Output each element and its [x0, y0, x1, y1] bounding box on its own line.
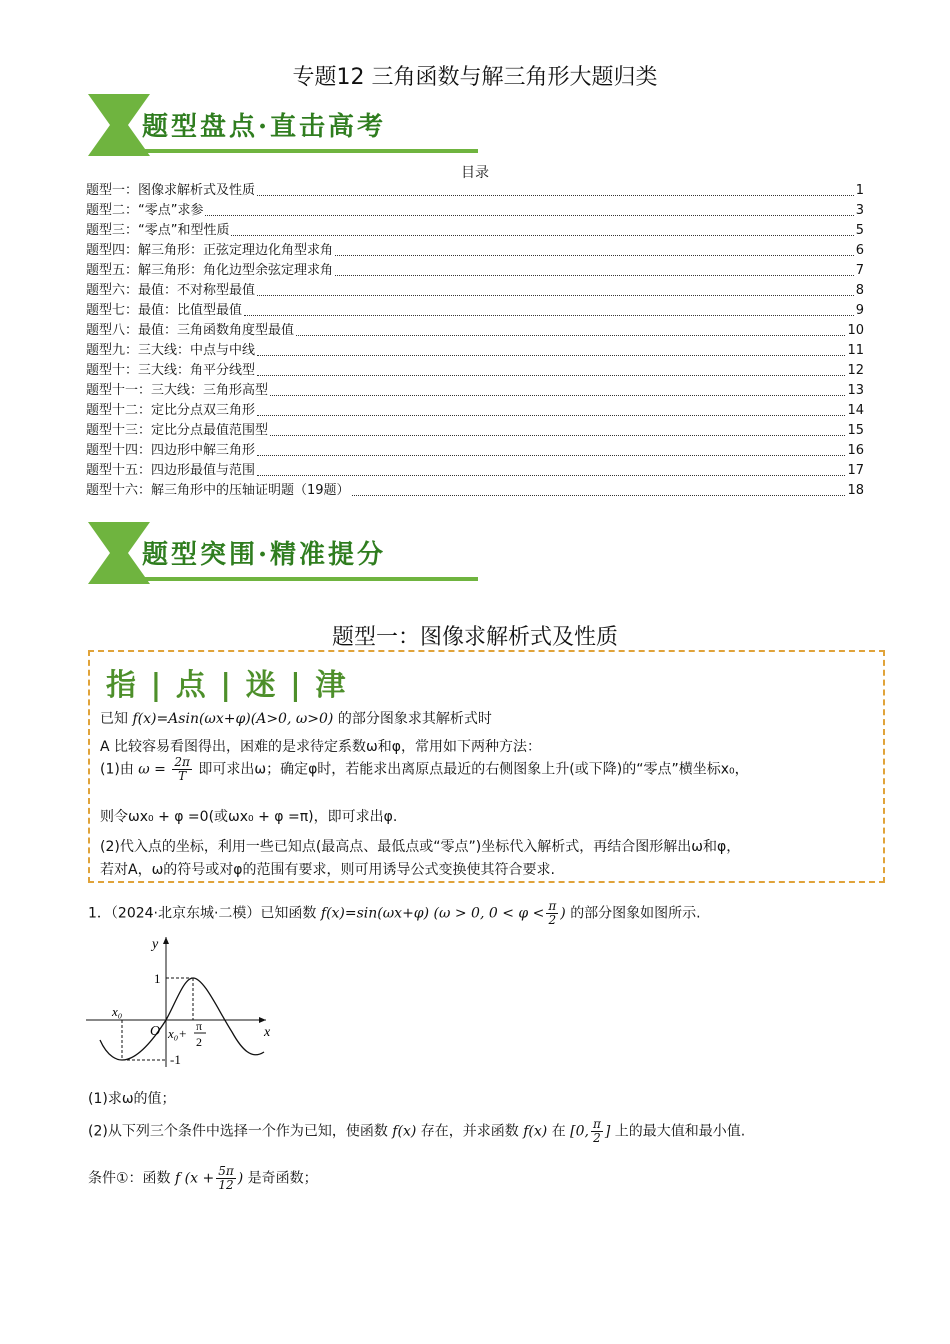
toc-item[interactable]	[86, 241, 864, 261]
section-title: 题型一：图像求解析式及性质	[331, 625, 618, 650]
toc-leader-dots	[244, 314, 854, 316]
toc-item[interactable]	[86, 201, 864, 221]
tip-box	[88, 650, 885, 883]
toc-item[interactable]	[86, 181, 864, 201]
tip-line-5: (2)代入点的坐标，利用一些已知点(最高点、最低点或“零点”)坐标代入解析式，再结合图形解出ω和φ，	[100, 839, 741, 855]
toc-item[interactable]	[86, 461, 864, 481]
fraction-denominator: 2	[593, 1131, 601, 1145]
fraction-denominator: 12	[218, 1178, 234, 1192]
tip-text: 的部分图象求其解析式时	[337, 711, 492, 727]
toc-leader-dots	[335, 254, 854, 256]
toc-item[interactable]	[86, 321, 864, 341]
toc-leader-dots	[270, 394, 845, 396]
section-banner-practice	[88, 522, 478, 584]
toc-item-label: 题型三：“零点”和型性质	[86, 223, 230, 238]
toc-item[interactable]	[86, 481, 864, 501]
toc-item-page: 10	[847, 323, 864, 338]
toc-item-page: 17	[847, 463, 864, 478]
toc-leader-dots	[257, 194, 854, 196]
toc-item[interactable]	[86, 221, 864, 241]
x0-plus-label: x₀+	[168, 1026, 188, 1041]
question-formula: (x +	[184, 1170, 215, 1187]
toc-item-page: 18	[847, 483, 864, 498]
tip-line-6: 若对A，ω的符号或对φ的范围有要求，则可用诱导公式变换使其符合要求.	[100, 862, 555, 878]
tip-text: 已知	[100, 711, 128, 727]
question-formula: f(x)=sin(ωx+φ)	[320, 905, 430, 922]
question-formula: )	[237, 1170, 244, 1187]
toc-item-label: 题型六：最值：不对称型最值	[86, 283, 256, 298]
toc-item[interactable]	[86, 301, 864, 321]
tip-text: (1)由	[100, 761, 134, 778]
toc-item-page: 5	[855, 223, 864, 238]
pi-denominator: 2	[196, 1035, 202, 1049]
toc-item-page: 11	[847, 343, 864, 358]
toc-item-label: 题型十五：四边形最值与范围	[86, 463, 256, 478]
function-graph	[86, 932, 276, 1067]
x0-label: x₀	[112, 1004, 123, 1019]
toc-item-page: 7	[855, 263, 864, 278]
fraction-numerator: π	[548, 899, 557, 913]
toc-item-page: 1	[855, 183, 864, 198]
toc-leader-dots	[352, 494, 846, 496]
x-axis-label: x	[264, 1025, 271, 1040]
question-condition-1	[88, 1165, 318, 1192]
toc-item-label: 题型十二：定比分点双三角形	[86, 403, 256, 418]
interval: [0,	[570, 1123, 589, 1140]
fraction	[546, 900, 558, 927]
table-of-contents	[86, 181, 864, 501]
toc-item-label: 题型十三：定比分点最值范围型	[86, 423, 269, 438]
question-text: (2)从下列三个条件中选择一个作为已知，使函数	[88, 1123, 388, 1140]
toc-item-page: 14	[847, 403, 864, 418]
tip-line-4: 则令ωx₀ + φ =0(或ωx₀ + φ =π)，即可求出φ.	[100, 809, 398, 825]
toc-leader-dots	[257, 354, 845, 356]
toc-item[interactable]	[86, 421, 864, 441]
document-title: 专题12 三角函数与解三角形大题归类	[292, 65, 658, 90]
fraction-numerator: π	[592, 1117, 601, 1131]
toc-leader-dots	[296, 334, 845, 336]
toc-heading: 目录	[461, 165, 489, 181]
question-text: 是奇函数；	[247, 1170, 318, 1187]
question-text: 条件①：函数	[88, 1170, 171, 1187]
question-formula: f	[175, 1170, 181, 1187]
question-1-stem	[88, 900, 701, 927]
toc-item[interactable]	[86, 361, 864, 381]
toc-item-page: 6	[855, 243, 864, 258]
toc-item-page: 16	[847, 443, 864, 458]
toc-item-page: 12	[847, 363, 864, 378]
fraction-denominator: T	[178, 769, 187, 783]
question-part-1: (1)求ω的值；	[88, 1091, 176, 1107]
tip-line-1	[100, 708, 492, 728]
toc-item-page: 15	[847, 423, 864, 438]
tip-formula: f(x)=Asin(ωx+φ)(A>0, ω>0)	[132, 711, 334, 727]
toc-leader-dots	[270, 434, 845, 436]
toc-item[interactable]	[86, 281, 864, 301]
banner-text: 题型盘点·直击高考	[142, 112, 387, 142]
question-text: 上的最大值和最小值.	[614, 1123, 746, 1140]
fraction	[591, 1118, 603, 1145]
toc-item-page: 13	[847, 383, 864, 398]
toc-item-label: 题型七：最值：比值型最值	[86, 303, 243, 318]
tip-line-3	[100, 756, 749, 783]
question-text: 在	[551, 1123, 566, 1140]
toc-leader-dots	[231, 234, 853, 236]
origin-label: O	[150, 1024, 161, 1039]
toc-item[interactable]	[86, 401, 864, 421]
fraction	[172, 756, 192, 783]
question-text: 存在，并求函数	[420, 1123, 519, 1140]
fraction	[216, 1165, 236, 1192]
toc-item-label: 题型二：“零点”求参	[86, 203, 204, 218]
toc-item-label: 题型十六：解三角形中的压轴证明题（19题）	[86, 483, 350, 498]
banner-text: 题型突围·精准提分	[142, 540, 387, 570]
fraction-numerator: 2π	[174, 755, 190, 769]
y-tick-top: 1	[154, 971, 161, 986]
tip-heading: 指 | 点 | 迷 | 津	[106, 668, 348, 703]
toc-leader-dots	[257, 294, 854, 296]
section-banner-overview	[88, 94, 478, 156]
toc-item-page: 3	[855, 203, 864, 218]
y-tick-bottom: -1	[170, 1052, 181, 1067]
toc-item-label: 题型一：图像求解析式及性质	[86, 183, 256, 198]
pi-numerator: π	[196, 1019, 203, 1033]
fraction-denominator: 2	[548, 913, 557, 927]
toc-item-label: 题型九：三大线：中点与中线	[86, 343, 256, 358]
toc-item-label: 题型四：解三角形：正弦定理边化角型求角	[86, 243, 334, 258]
toc-item-page: 8	[855, 283, 864, 298]
toc-leader-dots	[257, 374, 845, 376]
toc-item[interactable]	[86, 381, 864, 401]
question-part-2	[88, 1118, 745, 1145]
question-text: 的部分图象如图所示.	[570, 905, 701, 922]
toc-leader-dots	[257, 454, 845, 456]
toc-leader-dots	[205, 214, 853, 216]
toc-item-label: 题型十：三大线：角平分线型	[86, 363, 256, 378]
question-formula: f(x)	[523, 1123, 548, 1140]
toc-item-label: 题型八：最值：三角函数角度型最值	[86, 323, 295, 338]
toc-leader-dots	[257, 474, 845, 476]
toc-item[interactable]	[86, 441, 864, 461]
fraction-numerator: 5π	[218, 1164, 234, 1178]
question-condition: (ω > 0, 0 < φ <	[433, 905, 545, 922]
tip-formula: ω =	[138, 761, 166, 778]
y-axis-label: y	[152, 937, 159, 952]
toc-item[interactable]	[86, 341, 864, 361]
toc-item-label: 题型十四：四边形中解三角形	[86, 443, 256, 458]
toc-item-page: 9	[855, 303, 864, 318]
tip-line-2: A 比较容易看图得出，困难的是求待定系数ω和φ，常用如下两种方法：	[100, 739, 541, 755]
toc-item-label: 题型十一：三大线：三角形高型	[86, 383, 269, 398]
question-condition: )	[560, 905, 566, 922]
toc-leader-dots	[257, 414, 845, 416]
question-text: 1．（2024·北京东城·二模）已知函数	[88, 905, 317, 922]
toc-item[interactable]	[86, 261, 864, 281]
tip-text: 即可求出ω；确定φ时，若能求出离原点最近的右侧图象上升(或下降)的“零点”横坐标x₀，	[198, 761, 749, 778]
toc-item-label: 题型五：解三角形：角化边型余弦定理求角	[86, 263, 334, 278]
sine-graph	[86, 932, 276, 1067]
toc-leader-dots	[335, 274, 854, 276]
interval: ]	[604, 1123, 611, 1140]
question-formula: f(x)	[392, 1123, 417, 1140]
